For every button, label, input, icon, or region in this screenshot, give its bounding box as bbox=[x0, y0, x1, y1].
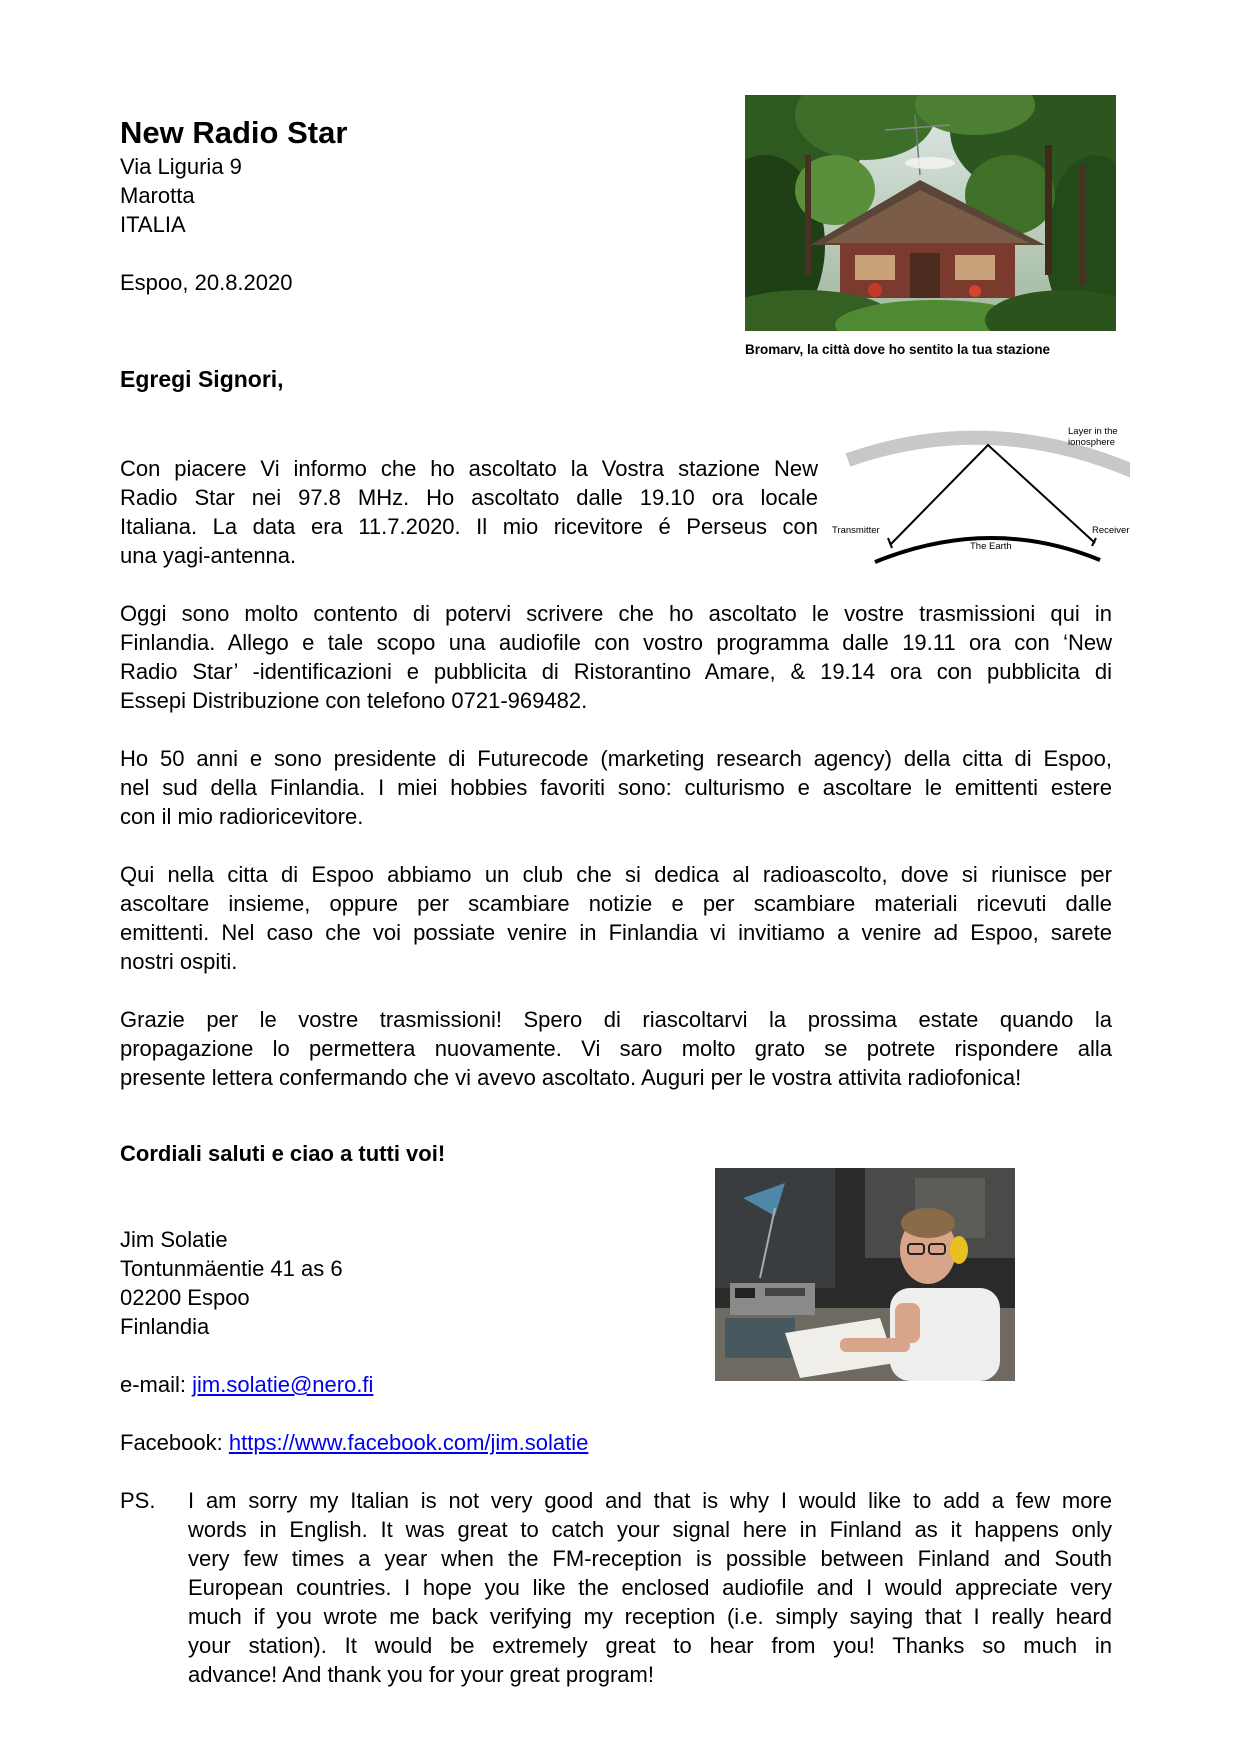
email-label: e-mail: bbox=[120, 1372, 187, 1397]
ps-line: much if you wrote me back verifying my reception (i.e. simply saying that I really heard bbox=[188, 1604, 1112, 1629]
paragraph-line: propagazione lo permettera nuovamente. Vi saro molto grato se potrete rispondere alla bbox=[120, 1036, 1112, 1061]
ps-label: PS. bbox=[120, 1488, 156, 1513]
ps-line: I am sorry my Italian is not very good and that is why I would like to add a few more bbox=[188, 1488, 1112, 1513]
paragraph-line: Con piacere Vi informo che ho ascoltato la Vostra stazione New bbox=[120, 456, 818, 481]
signal-path bbox=[890, 445, 1095, 545]
paragraph-line: nel sud della Finlandia. I miei hobbies favoriti sono: culturismo e ascoltare le emittenti estere bbox=[120, 775, 1112, 800]
paragraph-line: emittenti. Nel caso che voi possiate venire in Finlandia vi invitiamo a venire ad Espoo, sarete bbox=[120, 920, 1112, 945]
ps-line: words in English. It was great to catch your signal here in Finland as it happens only bbox=[188, 1517, 1112, 1542]
date-line: Espoo, 20.8.2020 bbox=[120, 270, 293, 295]
ps-line: European countries. I hope you like the enclosed audiofile and I would appreciate very bbox=[188, 1575, 1112, 1600]
facebook-link[interactable]: https://www.facebook.com/jim.solatie bbox=[228, 1430, 589, 1455]
facebook-label: Facebook: bbox=[120, 1430, 223, 1455]
layer-label-1: Layer in the bbox=[1068, 426, 1118, 437]
ps-text bbox=[188, 1486, 1112, 1689]
paragraph-line: con il mio radioricevitore. bbox=[120, 804, 364, 829]
paragraph-line: Finlandia. Allego e tale scopo una audiofile con vostro programma dalle 19.11 ora con ‘New bbox=[120, 630, 1112, 655]
salutation: Egregi Signori, bbox=[120, 366, 284, 392]
ps-line: your station). It would be extremely great to hear from you! Thanks so much in bbox=[188, 1633, 1112, 1658]
ps-line: advance! And thank you for your great program! bbox=[188, 1662, 654, 1687]
email-row bbox=[120, 1370, 373, 1399]
paragraph-club bbox=[120, 860, 1112, 976]
paragraph-line: Radio Star nei 97.8 MHz. Ho ascoltato dalle 19.10 ora locale bbox=[120, 485, 818, 510]
paragraph-line: una yagi-antenna. bbox=[120, 543, 297, 568]
receiver-label: Receiver bbox=[1092, 525, 1130, 536]
paragraph-thanks bbox=[120, 1005, 1112, 1092]
paragraph-broadcast bbox=[120, 599, 1112, 715]
transmitter-label: Transmitter bbox=[832, 525, 880, 536]
sender-photo bbox=[715, 1168, 1015, 1381]
recipient-city: Marotta bbox=[120, 183, 195, 208]
paragraph-line: Grazie per le vostre trasmissioni! Spero di riascoltarvi la prossima estate quando la bbox=[120, 1007, 1112, 1032]
paragraph-reception bbox=[120, 454, 818, 570]
paragraph-line: Ho 50 anni e sono presidente di Futurecode (marketing research agency) della citta di Espoo, bbox=[120, 746, 1112, 771]
sender-street: Tontunmäentie 41 as 6 bbox=[120, 1256, 343, 1281]
earth-label: The Earth bbox=[970, 541, 1012, 552]
recipient-name: New Radio Star bbox=[120, 115, 348, 150]
house-in-forest-image bbox=[745, 95, 1116, 331]
man-at-radio-desk-image bbox=[715, 1168, 1015, 1381]
paragraph-about-me bbox=[120, 744, 1112, 831]
ps-line: very few times a year when the FM-reception is possible between Finland and South bbox=[188, 1546, 1112, 1571]
paragraph-line: Essepi Distribuzione con telefono 0721-969482. bbox=[120, 688, 588, 713]
paragraph-line: ascoltare insieme, oppure per scambiare notizie e per scambiare materiali ricevuti dalle bbox=[120, 891, 1112, 916]
photo-caption: Bromarv, la città dove ho sentito la tua stazione bbox=[745, 342, 1051, 357]
recipient-street: Via Liguria 9 bbox=[120, 154, 242, 179]
layer-label-2: ionosphere bbox=[1068, 437, 1116, 448]
email-link[interactable]: jim.solatie@nero.fi bbox=[192, 1372, 374, 1397]
paragraph-line: nostri ospiti. bbox=[120, 949, 238, 974]
facebook-row bbox=[120, 1428, 588, 1457]
propagation-diagram bbox=[830, 420, 1130, 570]
paragraph-line: presente lettera confermando che vi avevo ascoltato. Auguri per le vostra attivita radiofonica! bbox=[120, 1065, 1022, 1090]
paragraph-line: Oggi sono molto contento di potervi scrivere che ho ascoltato le vostre trasmissioni qui in bbox=[120, 601, 1112, 626]
paragraph-line: Italiana. La data era 11.7.2020. Il mio ricevitore é Perseus con bbox=[120, 514, 818, 539]
paragraph-line: Qui nella citta di Espoo abbiamo un club che si dedica al radioascolto, dove si riunisce per bbox=[120, 862, 1112, 887]
sender-name: Jim Solatie bbox=[120, 1227, 228, 1252]
sender-country: Finlandia bbox=[120, 1314, 210, 1339]
bromarv-house-photo bbox=[745, 95, 1116, 331]
sender-city: 02200 Espoo bbox=[120, 1285, 250, 1310]
headphones-icon bbox=[950, 1236, 968, 1264]
recipient-country: ITALIA bbox=[120, 212, 186, 237]
closing: Cordiali saluti e ciao a tutti voi! bbox=[120, 1141, 446, 1166]
paragraph-line: Radio Star’ -identificazioni e pubblicita di Ristorantino Amare, & 19.14 ora con pubblicita di bbox=[120, 659, 1112, 684]
